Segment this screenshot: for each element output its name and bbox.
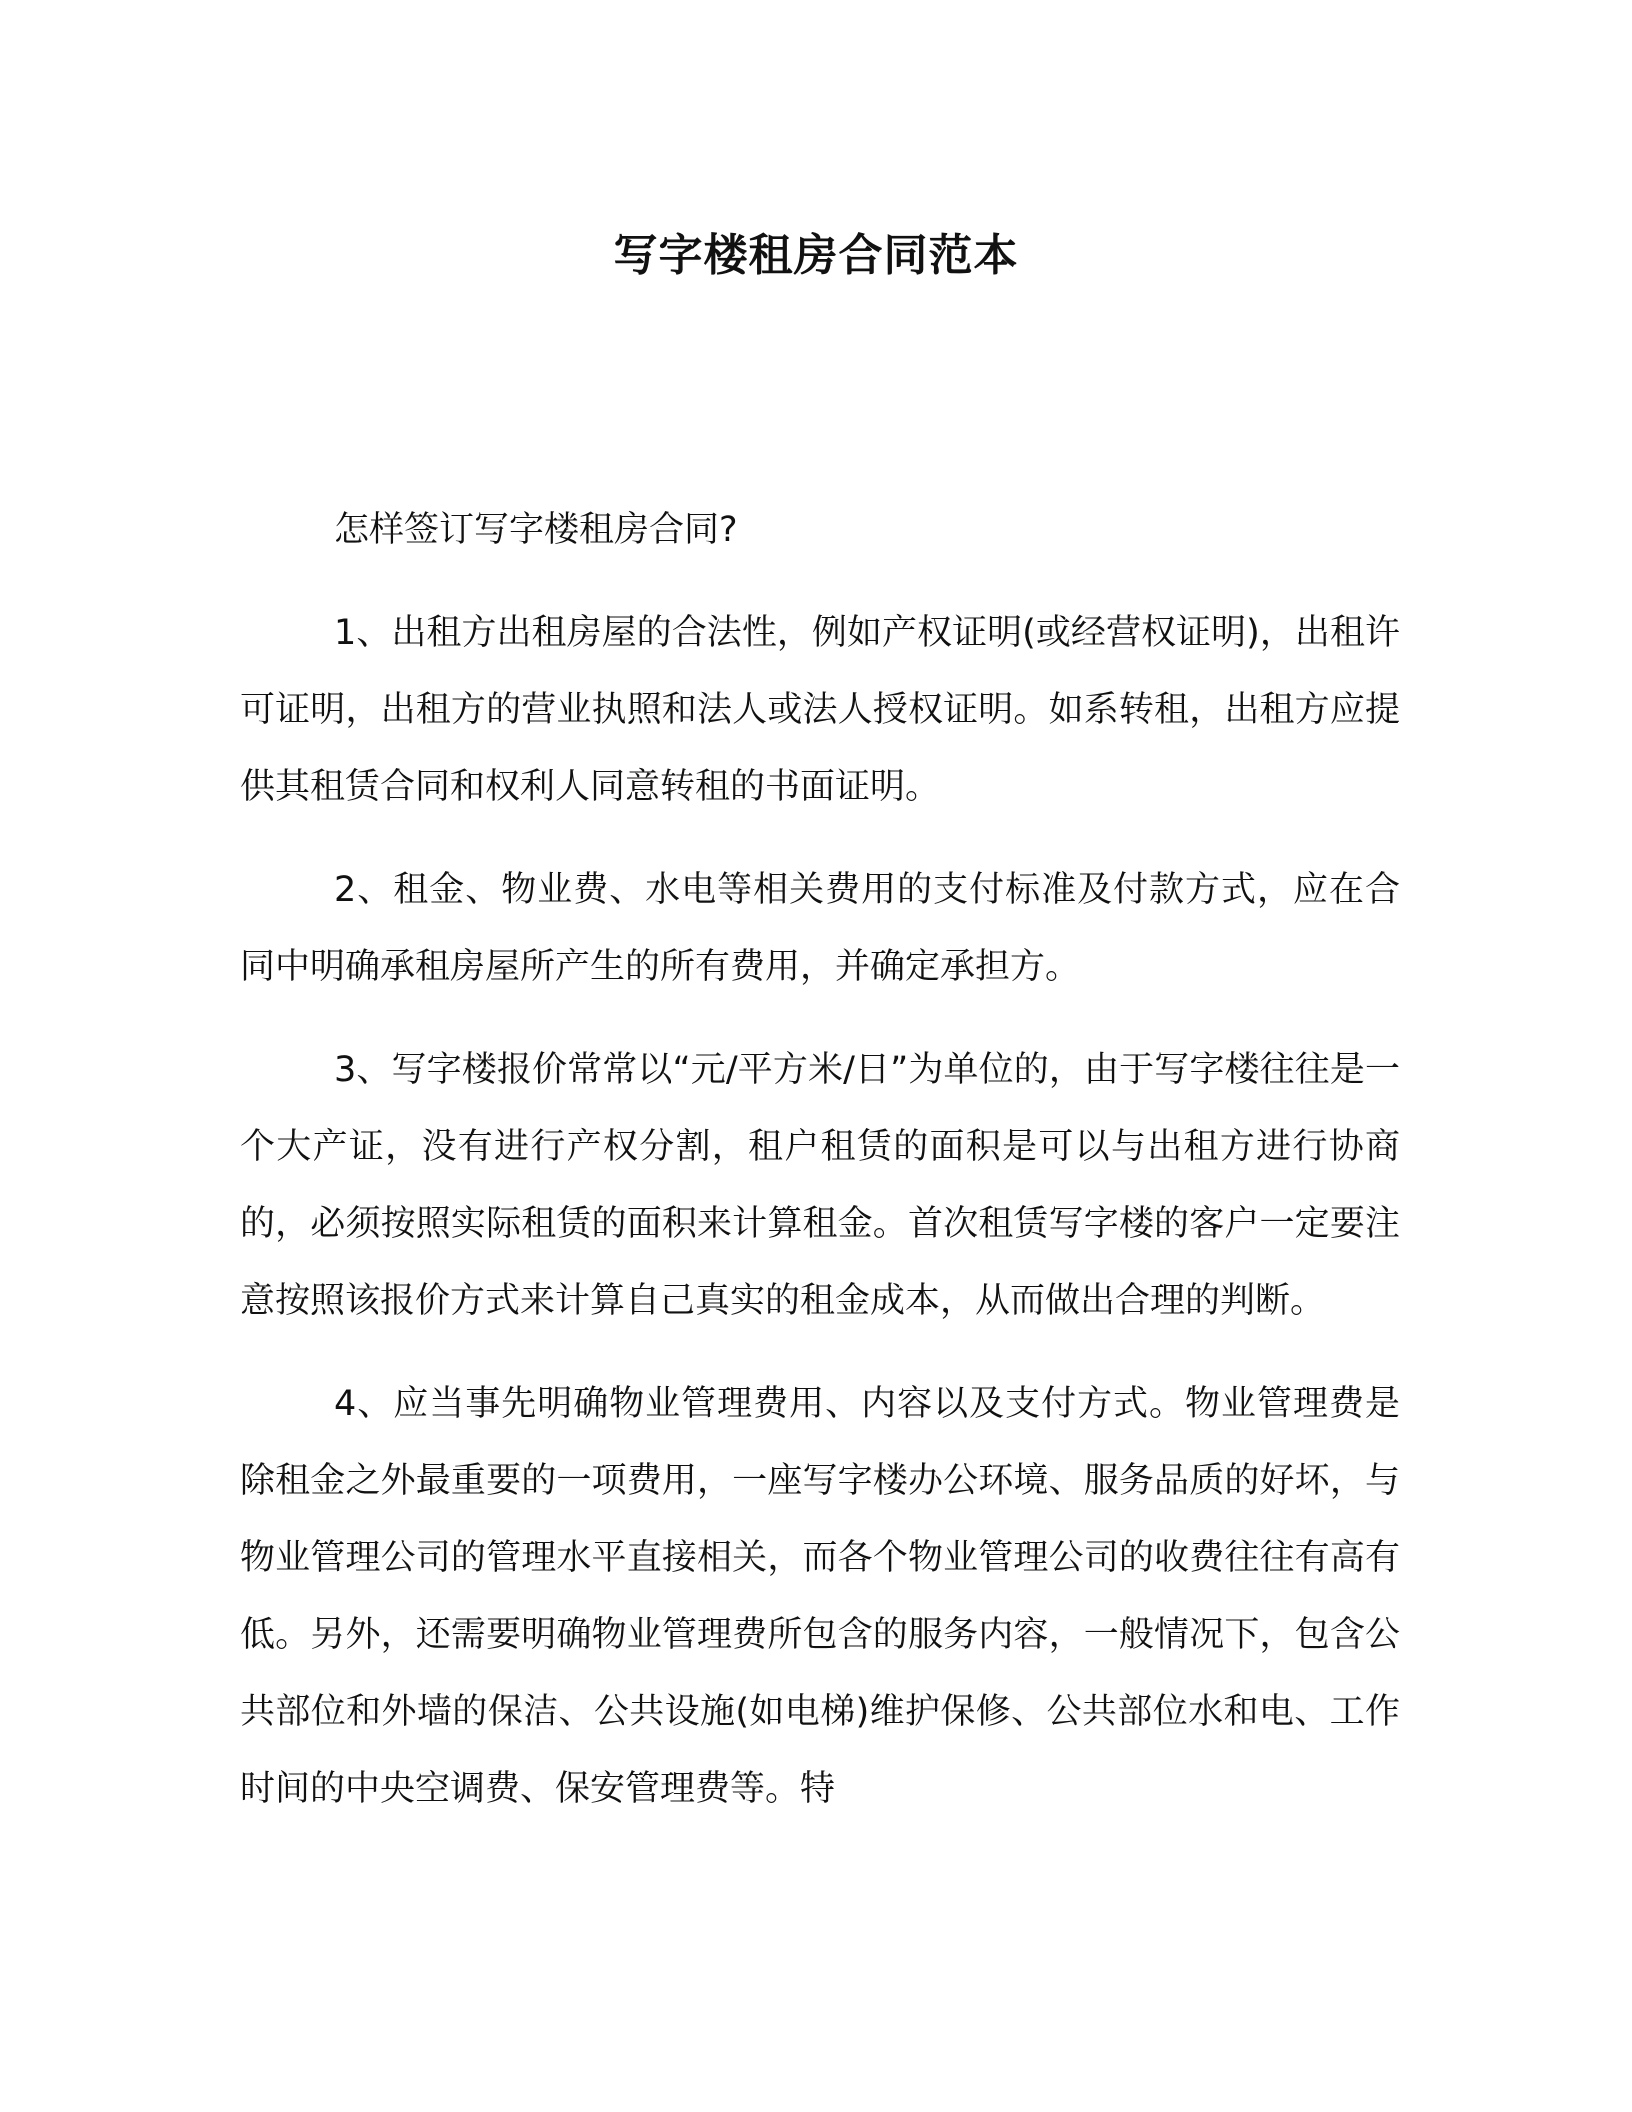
paragraph-1: 1、出租方出租房屋的合法性，例如产权证明(或经营权证明)，出租许可证明，出租方的营业执照和法人或法人授权证明。如系转租，出租方应提供其租赁合同和权利人同意转租的书面证明。 [240, 613, 1400, 807]
document-body [240, 492, 1400, 1854]
paragraph-2: 2、租金、物业费、水电等相关费用的支付标准及付款方式，应在合同中明确承租房屋所产生的所有费用，并确定承担方。 [240, 870, 1400, 987]
question-heading: 怎样签订写字楼租房合同? [334, 510, 738, 550]
document-title: 写字楼租房合同范本 [613, 230, 1019, 281]
paragraph-4: 4、应当事先明确物业管理费用、内容以及支付方式。物业管理费是除租金之外最重要的一项费用，一座写字楼办公环境、服务品质的好坏，与物业管理公司的管理水平直接相关，而各个物业管理公司的收费往往有高有低。另外，还需要明确物业管理费所包含的服务内容，一般情况下，包含公共部位和外墙的保洁、公共设施(如电梯)维护保修、公共部位水和电、工作时间的中央空调费、保安管理费等。特 [240, 1384, 1400, 1809]
paragraph-3: 3、写字楼报价常常以“元/平方米/日”为单位的，由于写字楼往往是一个大产证，没有进行产权分割，租户租赁的面积是可以与出租方进行协商的，必须按照实际租赁的面积来计算租金。首次租赁写字楼的客户一定要注意按照该报价方式来计算自己真实的租金成本，从而做出合理的判断。 [240, 1050, 1400, 1321]
